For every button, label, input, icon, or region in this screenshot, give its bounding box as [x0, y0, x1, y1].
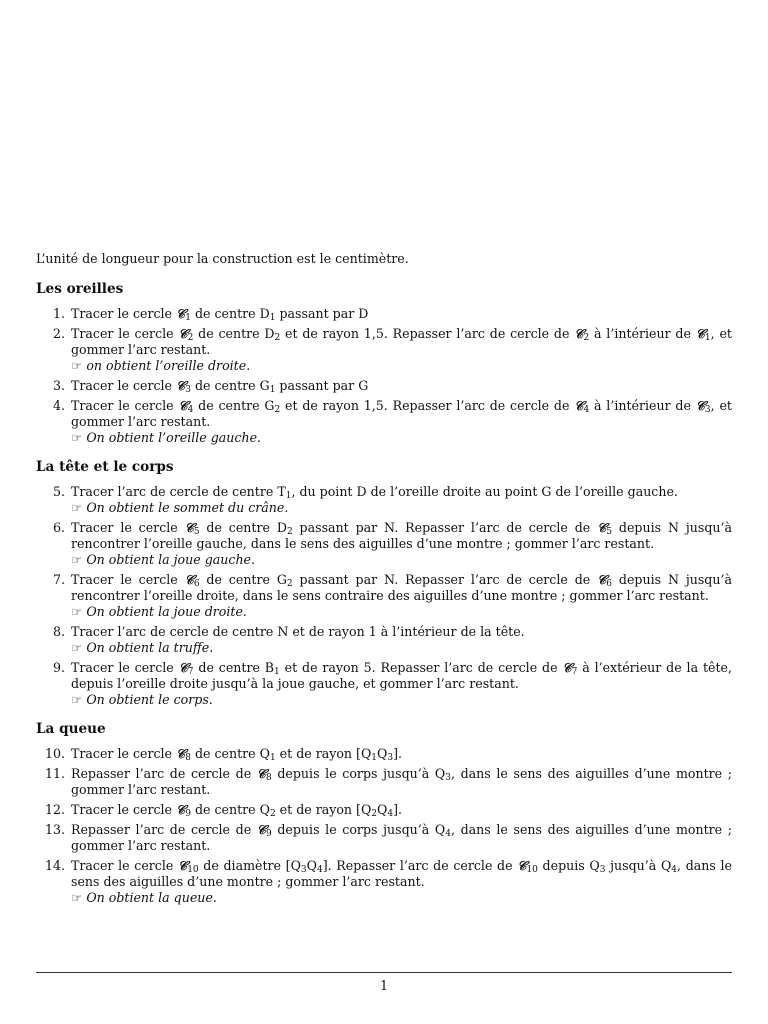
item-text: Repasser l’arc de cercle de 𝒞$_8$ depuis le corps jusqu’à $Q_3$, dans le sens des aiguilles d’une montre ; gommer l’arc restant.	[71, 766, 733, 797]
item-note	[71, 890, 732, 906]
note-text: On obtient l’oreille gauche.	[86, 430, 262, 445]
item-note	[71, 640, 732, 656]
item-text: Tracer le cercle 𝒞$_1$ de centre $D_1$ passant par D	[71, 306, 369, 323]
note-text: On obtient la truffe.	[86, 640, 214, 655]
item-text: Tracer le cercle 𝒞$_9$ de centre $Q_2$ et de rayon $[Q_2Q_4]$.	[71, 802, 403, 819]
calligraphic-c: 𝒞	[178, 326, 188, 341]
note-text: on obtient l’oreille droite.	[86, 358, 251, 373]
item-note	[71, 430, 732, 446]
calligraphic-c: 𝒞	[695, 398, 705, 413]
item-text: Tracer le cercle 𝒞$_5$ de centre $D_2$ passant par N. Repasser l’arc de cercle de 𝒞$_5$ depuis N jusqu’à rencontrer l’oreille gauche, dans le sens des aiguilles d’une montre ; gommer l’arc restant.	[71, 520, 733, 551]
list-item	[36, 326, 732, 374]
item-number: 7.	[52, 572, 65, 587]
calligraphic-c: 𝒞	[256, 766, 266, 781]
item-note	[71, 552, 732, 568]
list-item	[36, 624, 732, 656]
list-item	[36, 378, 732, 394]
item-text: Tracer l’arc de cercle de centre $T_1$, du point D de l’oreille droite au point G de l’oreille gauche.	[71, 484, 678, 501]
item-number: 2.	[52, 326, 65, 341]
item-number: 1.	[52, 306, 65, 321]
calligraphic-c: 𝒞	[178, 398, 188, 413]
item-note	[71, 692, 732, 708]
list-item	[36, 484, 732, 516]
item-number: 13.	[44, 822, 65, 837]
calligraphic-c: 𝒞	[574, 326, 584, 341]
sections-container	[36, 280, 732, 906]
calligraphic-c: 𝒞	[176, 802, 186, 817]
note-text: On obtient la queue.	[86, 890, 217, 905]
pointing-hand-icon: ☞	[71, 692, 83, 707]
item-text: Tracer le cercle 𝒞$_8$ de centre $Q_1$ et de rayon $[Q_1Q_3]$.	[71, 746, 403, 763]
note-text: On obtient la joue gauche.	[86, 552, 256, 567]
list-item	[36, 802, 732, 818]
item-number: 11.	[44, 766, 65, 781]
item-number: 9.	[52, 660, 65, 675]
item-number: 12.	[44, 802, 65, 817]
item-text: Repasser l’arc de cercle de 𝒞$_9$ depuis le corps jusqu’à $Q_4$, dans le sens des aiguilles d’une montre ; gommer l’arc restant.	[71, 822, 733, 853]
pointing-hand-icon: ☞	[71, 552, 83, 567]
section-title: La tête et le corps	[36, 459, 174, 475]
calligraphic-c: 𝒞	[184, 520, 194, 535]
item-note	[71, 604, 732, 620]
note-text: On obtient la joue droite.	[86, 604, 247, 619]
calligraphic-c: 𝒞	[184, 572, 194, 587]
item-text: Tracer le cercle 𝒞$_6$ de centre $G_2$ passant par N. Repasser l’arc de cercle de 𝒞$_6$ depuis N jusqu’à rencontrer l’oreille droite, dans le sens contraire des aiguilles d’une montre ; gommer l’arc restant.	[71, 572, 732, 603]
instruction-list	[36, 484, 732, 708]
item-number: 14.	[44, 858, 65, 873]
calligraphic-c: 𝒞	[597, 520, 607, 535]
list-item	[36, 822, 732, 854]
page-number: 1	[379, 978, 388, 993]
note-text: On obtient le sommet du crâne.	[86, 500, 289, 515]
list-item	[36, 572, 732, 620]
item-number: 6.	[52, 520, 65, 535]
section-title: La queue	[36, 721, 106, 737]
calligraphic-c: 𝒞	[256, 822, 266, 837]
item-number: 10.	[44, 746, 65, 761]
list-item	[36, 766, 732, 798]
list-item	[36, 746, 732, 762]
list-item	[36, 398, 732, 446]
item-text: Tracer le cercle 𝒞$_{10}$ de diamètre $[Q_3Q_4]$. Repasser l’arc de cercle de 𝒞$_{10}$ depuis $Q_3$ jusqu’à $Q_4$, dans le sens des aiguilles d’une montre ; gommer l’arc restant.	[71, 858, 732, 889]
pointing-hand-icon: ☞	[71, 640, 83, 655]
calligraphic-c: 𝒞	[597, 572, 607, 587]
calligraphic-c: 𝒞	[176, 378, 186, 393]
instruction-list	[36, 746, 732, 906]
pointing-hand-icon: ☞	[71, 430, 83, 445]
instruction-list	[36, 306, 732, 446]
item-text: Tracer l’arc de cercle de centre N et de rayon 1 à l’intérieur de la tête.	[71, 624, 525, 639]
document-body	[36, 251, 732, 918]
pointing-hand-icon: ☞	[71, 358, 83, 373]
calligraphic-c: 𝒞	[176, 306, 186, 321]
intro-text: L’unité de longueur pour la construction est le centimètre.	[36, 251, 409, 266]
calligraphic-c: 𝒞	[574, 398, 584, 413]
list-item	[36, 660, 732, 708]
calligraphic-c: 𝒞	[695, 326, 705, 341]
pointing-hand-icon: ☞	[71, 500, 83, 515]
section-title: Les oreilles	[36, 281, 124, 297]
calligraphic-c: 𝒞	[178, 858, 188, 873]
item-text: Tracer le cercle 𝒞$_2$ de centre $D_2$ et de rayon 1,5. Repasser l’arc de cercle de 𝒞$_2$ à l’intérieur de 𝒞$_1$, et gommer l’arc restant.	[71, 326, 732, 357]
footer-rule	[36, 972, 732, 973]
list-item	[36, 858, 732, 906]
item-note	[71, 358, 732, 374]
item-text: Tracer le cercle 𝒞$_3$ de centre $G_1$ passant par G	[71, 378, 369, 395]
calligraphic-c: 𝒞	[517, 858, 527, 873]
item-number: 8.	[52, 624, 65, 639]
list-item	[36, 306, 732, 322]
pointing-hand-icon: ☞	[71, 890, 83, 905]
item-text: Tracer le cercle 𝒞$_4$ de centre $G_2$ et de rayon 1,5. Repasser l’arc de cercle de 𝒞$_4$ à l’intérieur de 𝒞$_3$, et gommer l’arc restant.	[71, 398, 732, 429]
list-item	[36, 520, 732, 568]
calligraphic-c: 𝒞	[176, 746, 186, 761]
pointing-hand-icon: ☞	[71, 604, 83, 619]
calligraphic-c: 𝒞	[562, 660, 572, 675]
note-text: On obtient le corps.	[86, 692, 213, 707]
item-number: 3.	[52, 378, 65, 393]
calligraphic-c: 𝒞	[178, 660, 188, 675]
item-number: 5.	[52, 484, 65, 499]
item-text: Tracer le cercle 𝒞$_7$ de centre $B_1$ et de rayon 5. Repasser l’arc de cercle de 𝒞$_7$ à l’extérieur de la tête, depuis l’oreille droite jusqu’à la joue gauche, et gommer l’arc restant.	[71, 660, 732, 691]
item-note	[71, 500, 732, 516]
item-number: 4.	[52, 398, 65, 413]
